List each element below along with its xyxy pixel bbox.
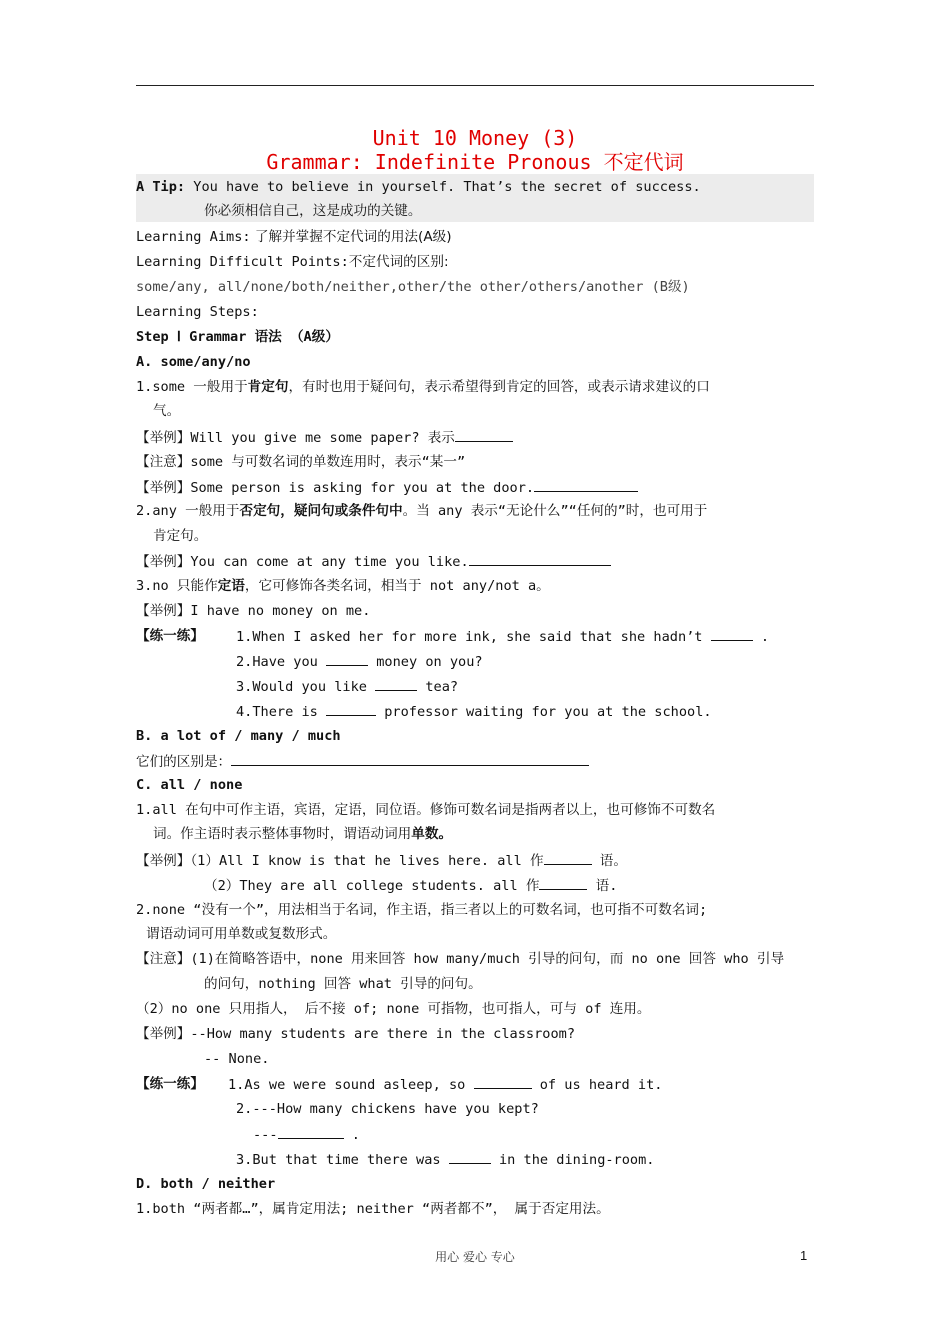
a-para1: [136, 377, 710, 397]
b-difference-text: 它们的区别是：: [136, 754, 232, 770]
tip-chinese: 你必须相信自己，这是成功的关键。: [204, 203, 422, 219]
section-d-heading: D. both / neither: [136, 1176, 276, 1192]
c-practice-label: 【练一练】: [136, 1076, 204, 1092]
a-para3: [136, 576, 550, 596]
steps-label: Learning Steps:: [136, 304, 259, 320]
a-practice-label: 【练一练】: [136, 628, 204, 644]
c-question3: [236, 1149, 654, 1170]
a-example1-text: 【举例】Will you give me some paper? 表示: [136, 430, 455, 446]
answer-blank[interactable]: [455, 427, 513, 442]
c-example2-end: 语.: [587, 878, 618, 894]
a-para1-bold: 肯定句: [247, 379, 289, 395]
a-question4: [236, 701, 712, 722]
tip-english: You have to believe in yourself. That’s the secret of success.: [185, 179, 701, 195]
c-example1: [136, 850, 627, 871]
a-question1-end: .: [752, 629, 770, 645]
c-para1-text: 词。作主语时表示整体事物时，谓语动词用: [153, 826, 412, 842]
answer-blank[interactable]: [375, 676, 417, 691]
a-para1-rest: ，有时也用于疑问句，表示希望得到肯定的回答，或表示请求建议的口: [288, 379, 710, 395]
a-question3-text: 3.Would you like: [236, 679, 376, 695]
page-number: 1: [800, 1248, 808, 1263]
a-question3: [236, 676, 458, 697]
a-question2-end: money on you?: [368, 654, 483, 670]
section-c-heading: C. all / none: [136, 777, 243, 793]
b-difference: [136, 751, 589, 772]
tip-line: [136, 177, 701, 197]
c-example3: 【举例】--How many students are there in the classroom?: [136, 1026, 576, 1042]
aims-label: Learning Aims:: [136, 229, 251, 245]
difficult-label: Learning Difficult Points:: [136, 254, 349, 270]
a-para3-bold: 定语: [217, 578, 245, 594]
c-para1: 1.all 在句中可作主语，宾语，定语，同位语。修饰可数名词是指两者以上，也可修饰不可数名: [136, 802, 716, 818]
c-note1-cont: 的问句，nothing 回答 what 引导的问句。: [204, 976, 482, 992]
answer-blank[interactable]: [711, 626, 753, 641]
grammar-title: Grammar: Indefinite Pronous 不定代词: [266, 150, 684, 174]
a-example1: [136, 427, 513, 448]
a-para3-text: 3.no 只能作: [136, 578, 218, 594]
c-example3-answer: -- None.: [204, 1051, 270, 1067]
a-para3-rest: ，它可修饰各类名词，相当于 not any/not a。: [244, 578, 550, 594]
section-b-heading: B. a lot of / many / much: [136, 728, 341, 744]
c-question1: [228, 1074, 662, 1095]
section-a-heading: A. some/any/no: [136, 354, 251, 370]
c-para1-bold: 单数。: [411, 826, 453, 842]
c-question2-dashes: ---: [253, 1127, 278, 1143]
a-question1-text: 1.When I asked her for more ink, she said that she hadn’t: [236, 629, 711, 645]
a-para1-text: 1.some 一般用于: [136, 379, 248, 395]
a-para2-bold: 否定句，疑问句或条件句中: [239, 503, 403, 519]
answer-blank[interactable]: [474, 1074, 532, 1089]
c-example2: [204, 875, 617, 896]
answer-blank[interactable]: [469, 551, 611, 566]
answer-blank[interactable]: [326, 651, 368, 666]
c-question2-answer: [253, 1124, 360, 1145]
a-example2-text: 【举例】Some person is asking for you at the door.: [136, 480, 535, 496]
answer-blank[interactable]: [278, 1124, 344, 1139]
step1-heading: Step Ⅰ Grammar 语法 （A级）: [136, 329, 339, 345]
header-rule: [136, 85, 814, 86]
a-question4-end: professor waiting for you at the school.: [376, 704, 712, 720]
c-example1-end: 语。: [591, 853, 627, 869]
answer-blank[interactable]: [539, 875, 587, 890]
a-question1: [236, 626, 769, 647]
a-note1: 【注意】some 与可数名词的单数连用时，表示“某一”: [136, 454, 466, 470]
answer-blank[interactable]: [534, 477, 638, 492]
a-para2-rest: 。当 any 表示“无论什么”“任何的”时，也可用于: [402, 503, 708, 519]
c-question3-end: in the dining-room.: [490, 1152, 655, 1168]
c-question1-text: 1.As we were sound asleep, so: [228, 1077, 474, 1093]
c-note1: 【注意】(1)在简略答语中，none 用来回答 how many/much 引导的问句，而 no one 回答 who 引导: [136, 951, 785, 967]
a-question2: [236, 651, 483, 672]
answer-blank[interactable]: [544, 850, 592, 865]
a-para2-text: 2.any 一般用于: [136, 503, 240, 519]
c-example2-text: （2）They are all college students. all 作: [204, 878, 540, 894]
a-para1-cont: 气。: [153, 403, 181, 419]
a-question4-text: 4.There is: [236, 704, 327, 720]
a-example3-text: 【举例】You can come at any time you like.: [136, 554, 469, 570]
c-para2-cont: 谓语动词可用单数或复数形式。: [146, 926, 337, 942]
c-question3-text: 3.But that time there was: [236, 1152, 449, 1168]
difficult-text: 不定代词的区别:: [348, 254, 449, 270]
a-example2: [136, 477, 638, 498]
c-question2: 2.---How many chickens have you kept?: [236, 1101, 539, 1117]
d-para1: 1.both “两者都…”，属肯定用法; neither “两者都不”， 属于否定用法。: [136, 1201, 610, 1217]
c-question1-end: of us heard it.: [531, 1077, 663, 1093]
c-example1-text: 【举例】（1）All I know is that he lives here. all 作: [136, 853, 544, 869]
page-footer: 用心 爱心 专心: [435, 1250, 515, 1264]
answer-blank[interactable]: [326, 701, 376, 716]
c-para1-cont: [153, 824, 452, 844]
a-example4: 【举例】I have no money on me.: [136, 603, 371, 619]
aims-line: [136, 227, 452, 247]
answer-blank[interactable]: [449, 1149, 491, 1164]
a-para2-cont: 肯定句。: [153, 528, 208, 544]
unit-title: Unit 10 Money (3): [372, 126, 578, 150]
a-question2-text: 2.Have you: [236, 654, 327, 670]
a-para2: [136, 501, 707, 521]
difficult-list: some/any, all/none/both/neither,other/the other/others/another (B级): [136, 279, 690, 295]
tip-label: A Tip:: [136, 179, 186, 195]
answer-blank[interactable]: [231, 751, 589, 766]
a-example3: [136, 551, 611, 572]
c-question2-end: .: [343, 1127, 360, 1143]
c-para2: 2.none “没有一个”，用法相当于名词，作主语，指三者以上的可数名词，也可指不可数名词;: [136, 902, 708, 918]
a-question3-end: tea?: [417, 679, 459, 695]
aims-text: 了解并掌握不定代词的用法(A级): [250, 229, 452, 245]
c-note2: （2）no one 只用指人， 后不接 of; none 可指物，也可指人，可与 of 连用。: [136, 1001, 651, 1017]
difficult-line: [136, 252, 449, 272]
